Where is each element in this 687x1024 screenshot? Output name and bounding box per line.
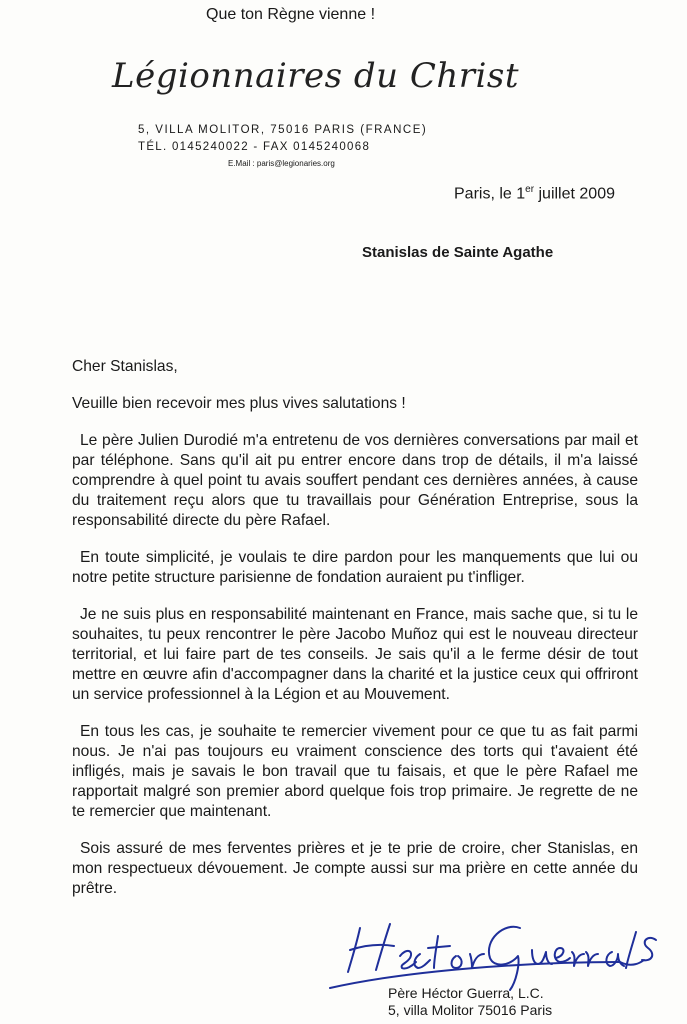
letter-body bbox=[72, 357, 638, 916]
paragraph-3: Je ne suis plus en responsabilité maintenant en France, mais sache que, si tu le souhaites, tu peux rencontrer le père Jacobo Muñoz qui est le nouveau directeur territorial, et lui faire part de tes conseils. Je sais qu'il a le ferme désir de tout mettre en œuvre afin d'accompagner dans la charité et la justice ceux qui offriront un service professionnel à la Légion et au Mouvement. bbox=[72, 606, 638, 703]
motto: Que ton Règne vienne ! bbox=[206, 6, 376, 23]
greeting: Veuille bien recevoir mes plus vives salutations ! bbox=[72, 395, 406, 412]
signer-name: Père Héctor Guerra, L.C. bbox=[388, 985, 544, 1001]
date-superscript: er bbox=[525, 184, 535, 195]
paragraph-5: Sois assuré de mes ferventes prières et je te prie de croire, cher Stanislas, en mon respectueux dévouement. Je compte aussi sur ma prière en cette année du prêtre. bbox=[72, 840, 638, 897]
header-phones: TÉL. 0145240022 - FAX 0145240068 bbox=[138, 141, 371, 153]
paragraph-2: En toute simplicité, je voulais te dire pardon pour les manquements que lui ou notre petite structure parisienne de fondation auraient pu t'infliger. bbox=[72, 549, 638, 586]
signer-address: 5, villa Molitor 75016 Paris bbox=[388, 1002, 553, 1018]
date-suffix: juillet 2009 bbox=[534, 185, 615, 203]
salutation: Cher Stanislas, bbox=[72, 358, 178, 375]
paragraph-1: Le père Julien Durodié m'a entretenu de vos dernières conversations par mail et par téléphone. Sans qu'il ait pu entrer encore dans trop de détails, il m'a laissé comprendre à quel point tu avais souffert pendant ces dernières années, à cause du traitement reçu alors que tu travaillais pour Génération Entreprise, sous la responsabilité directe du père Rafael. bbox=[72, 432, 638, 529]
handwritten-signature bbox=[320, 906, 680, 991]
recipient: Stanislas de Sainte Agathe bbox=[362, 244, 554, 261]
header-email: E.Mail : paris@legionaries.org bbox=[228, 159, 335, 168]
paragraph-4: En tous les cas, je souhaite te remercier vivement pour ce que tu as fait parmi nous. Je n'ai pas toujours eu vraiment conscience des torts qui t'avaient été infligés, mais je savais le bon travail que tu faisais, et que le père Rafael me rapportait malgré son premier abord quelque fois trop primaire. Je regrette de ne te remercier que maintenant. bbox=[72, 723, 638, 820]
signature-strokes bbox=[330, 924, 656, 990]
header-address: 5, VILLA MOLITOR, 75016 PARIS (FRANCE) bbox=[138, 124, 428, 136]
date-prefix: Paris, le 1 bbox=[454, 185, 526, 203]
organization-logo: Légionnaires du Christ bbox=[112, 56, 519, 96]
letter-date bbox=[454, 184, 615, 203]
signer-block bbox=[388, 985, 552, 1019]
